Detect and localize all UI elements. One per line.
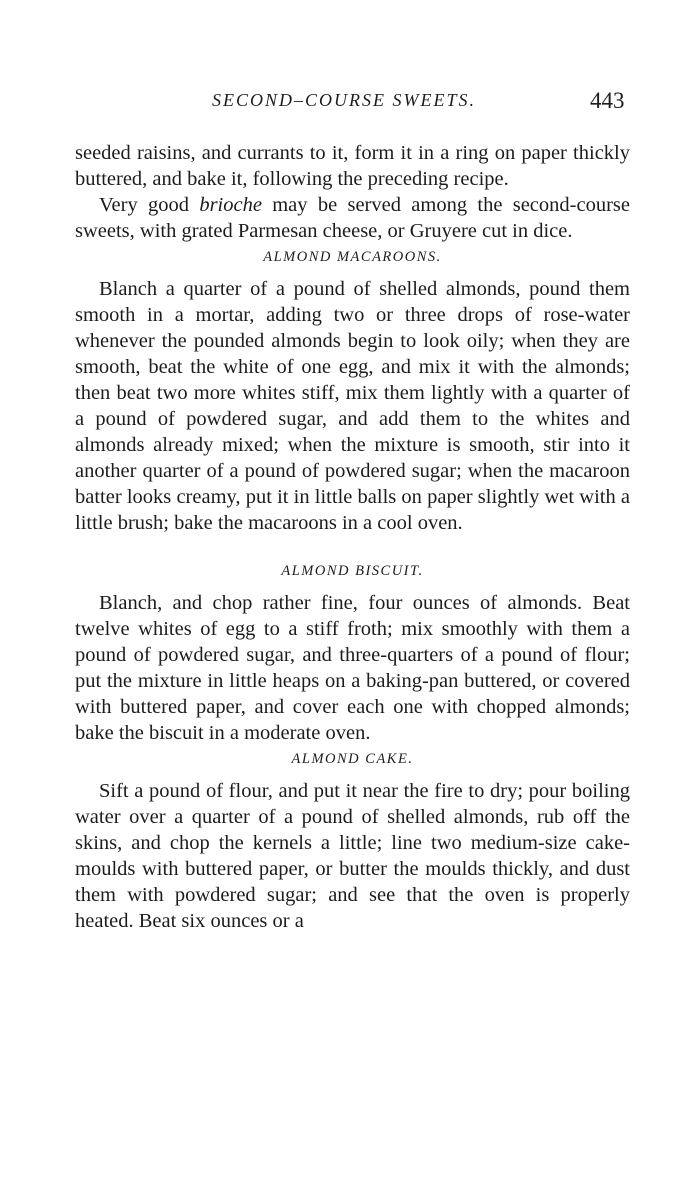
biscuit-heading: ALMOND BISCUIT. xyxy=(281,563,424,579)
brioche-text-start: Very good xyxy=(99,194,200,216)
page-body xyxy=(75,140,630,934)
brioche-term: brioche xyxy=(199,194,262,216)
page-header xyxy=(0,88,700,118)
macaroons-paragraph: Blanch a quarter of a pound of shelled almonds, pound them smooth in a mortar, adding two or three drops of rose-water whenever the pounded almonds begin to look oily; when they are smooth, beat the white of one egg, and mix it with the almonds; then beat two more whites stiff, mix them lightly with a quarter of a pound of powdered sugar, and add them to the whites and almonds already mixed; when the mixture is smooth, stir into it another quarter of a pound of powdered sugar; when the macaroon batter looks creamy, put it in little balls on paper slightly wet with a little brush; bake the macaroons in a cool oven. xyxy=(75,278,630,534)
page-number: 443 xyxy=(590,88,625,113)
macaroons-heading: ALMOND MACAROONS. xyxy=(263,249,442,265)
cake-heading: ALMOND CAKE. xyxy=(291,751,414,767)
running-head: SECOND–COURSE SWEETS. xyxy=(212,90,476,110)
brioche-text-end: may be served among the second-course sweets, with grated Parmesan cheese, or Gruyere cut in dice. xyxy=(75,194,630,242)
continued-paragraph: seeded raisins, and currants to it, form it in a ring on paper thickly buttered, and bake it, following the preceding recipe. xyxy=(75,142,630,190)
brioche-paragraph xyxy=(75,192,630,244)
biscuit-paragraph: Blanch, and chop rather fine, four ounces of almonds. Beat twelve whites of egg to a stiff froth; mix smoothly with them a pound of powdered sugar, and three-quarters of a pound of flour; put the mixture in little heaps on a baking-pan buttered, or covered with buttered paper, and cover each one with chopped almonds; bake the biscuit in a moderate oven. xyxy=(75,592,630,744)
spacer xyxy=(75,536,630,558)
cake-paragraph: Sift a pound of flour, and put it near the fire to dry; pour boiling water over a quarter of a pound of shelled almonds, rub off the skins, and chop the kernels a little; line two medium-size cake-moulds with buttered paper, or butter the moulds thickly, and dust them with powdered sugar; and see that the oven is properly heated. Beat six ounces or a xyxy=(75,780,630,932)
